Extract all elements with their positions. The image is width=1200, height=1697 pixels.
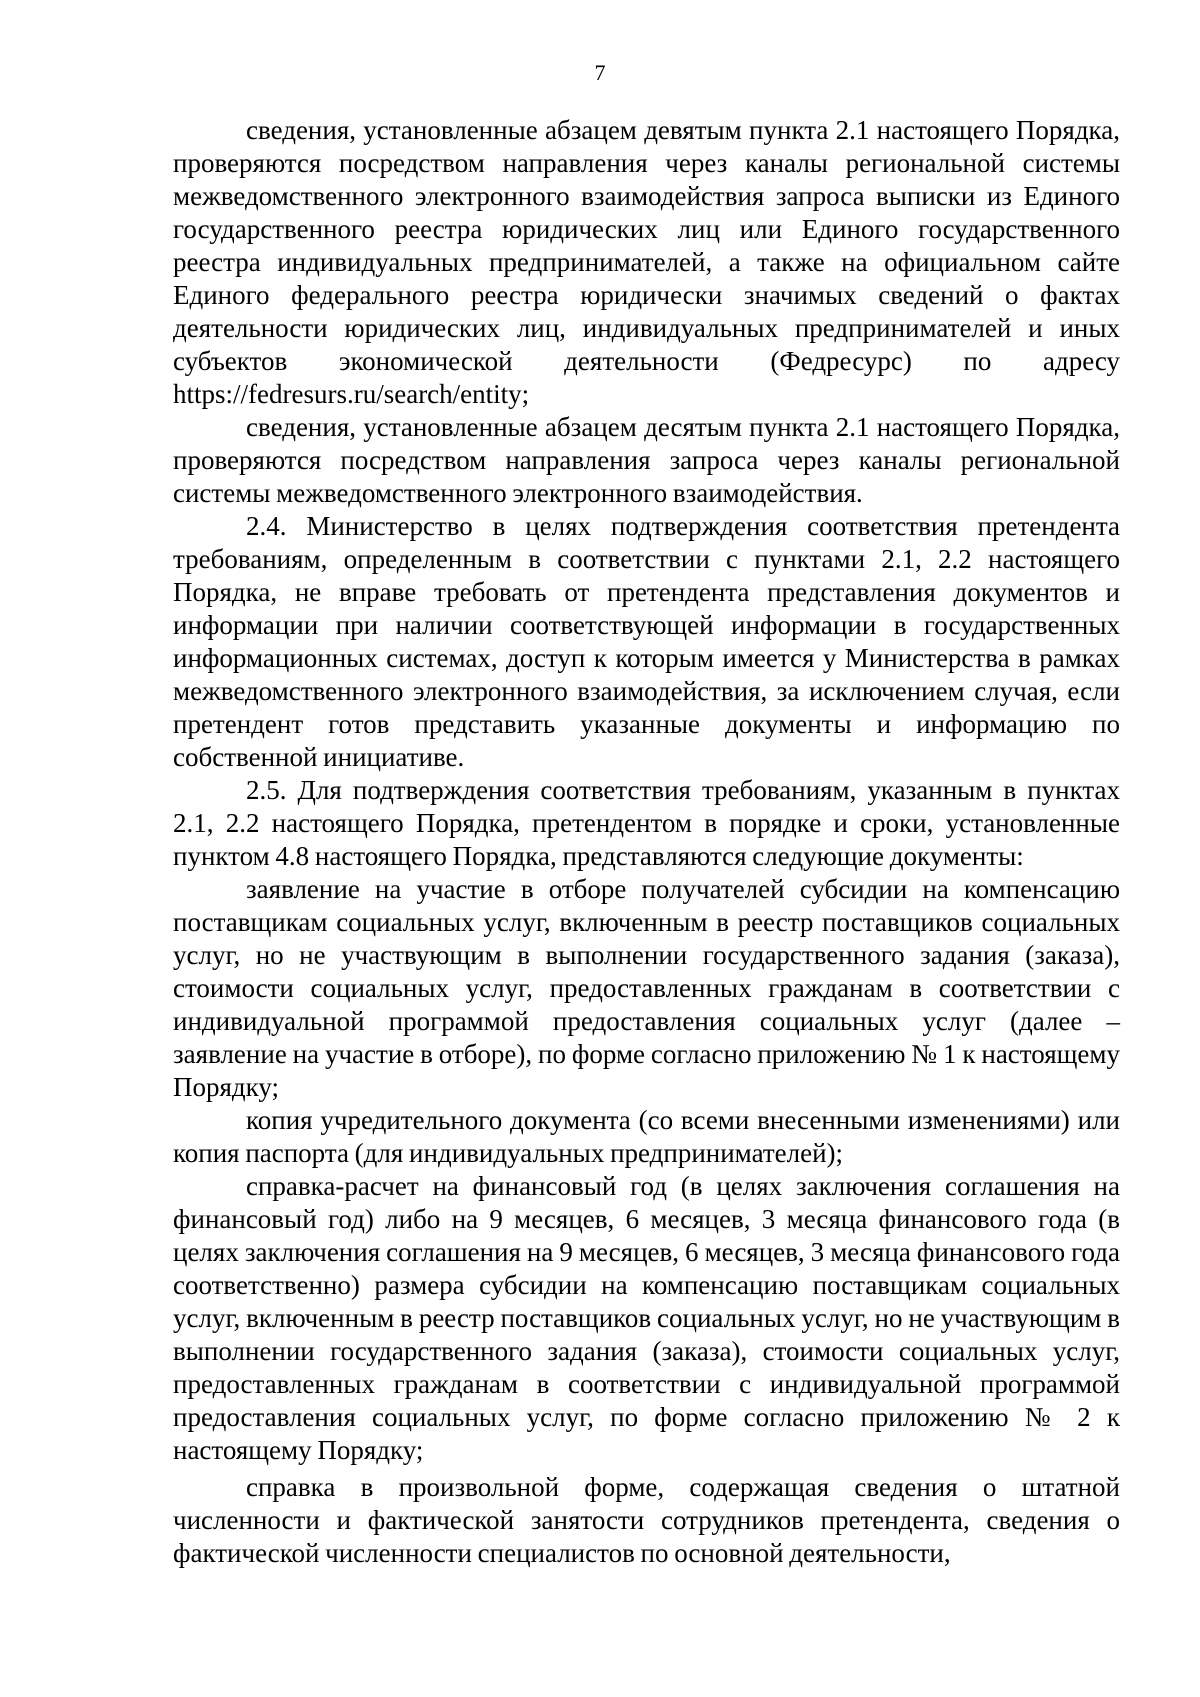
paragraph-staff-info: справка в произвольной форме, содержащая сведения о штатной численности и фактической занятости сотрудников претендента, сведения о фактической численности специалистов по основной деятельности, (173, 1472, 1120, 1568)
paragraph-interagency-verification: сведения, установленные абзацем десятым пункта 2.1 настоящего Порядка, проверяются посредством направления запроса через каналы региональной системы межведомственного электронного взаимодействия. (173, 412, 1120, 508)
paragraph-2-4: 2.4. Министерство в целях подтверждения соответствия претендента требованиям, определенным в соответствии с пунктами 2.1, 2.2 настоящего Порядка, не вправе требовать от претендента представления документов и информации при наличии соответствующей информации в государственных информационных системах, доступ к которым имеется у Министерства в рамках межведомственного электронного взаимодействия, за исключением случая, если претендент готов представить указанные документы и информацию по собственной инициативе. (173, 511, 1120, 772)
paragraph-charter-copy: копия учредительного документа (со всеми внесенными изменениями) или копия паспорта (для индивидуальных предпринимателей); (173, 1105, 1120, 1168)
paragraph-application: заявление на участие в отборе получателей субсидии на компенсацию поставщикам социальных услуг, включенным в реестр поставщиков социальных услуг, но не участвующим в выполнении государственного задания (заказа), стоимости социальных услуг, предоставленных гражданам в соответствии с индивидуальной программой предоставления социальных услуг (далее – заявление на участие в отборе), по форме согласно приложению № 1 к настоящему Порядку; (173, 874, 1120, 1102)
paragraph-2-5: 2.5. Для подтверждения соответствия требованиям, указанным в пунктах 2.1, 2.2 настоящего Порядка, претендентом в порядке и сроки, установленные пунктом 4.8 настоящего Порядка, представляются следующие документы: (173, 775, 1120, 871)
page-number: 7 (594, 60, 606, 85)
paragraph-egrul-verification: сведения, установленные абзацем девятым пункта 2.1 настоящего Порядка, проверяются посредством направления через каналы региональной системы межведомственного электронного взаимодействия запроса выписки из Единого государственного реестра юридических лиц или Единого государственного реестра индивидуальных предпринимателей, а также на официальном сайте Единого федерального реестра юридически значимых сведений о фактах деятельности юридических лиц, индивидуальных предпринимателей и иных субъектов экономической деятельности (Федресурс) по адресу https://fedresurs.ru/search/entity; (173, 115, 1120, 409)
paragraph-calculation: справка-расчет на финансовый год (в целях заключения соглашения на финансовый год) либо на 9 месяцев, 6 месяцев, 3 месяца финансового года (в целях заключения соглашения на 9 месяцев, 6 месяцев, 3 месяца финансового года соответственно) размера субсидии на компенсацию поставщикам социальных услуг, включенным в реестр поставщиков социальных услуг, но не участвующим в выполнении государственного задания (заказа), стоимости социальных услуг, предоставленных гражданам в соответствии с индивидуальной программой предоставления социальных услуг, по форме согласно приложению № 2 к настоящему Порядку; (173, 1171, 1120, 1465)
document-body (173, 114, 1120, 1570)
